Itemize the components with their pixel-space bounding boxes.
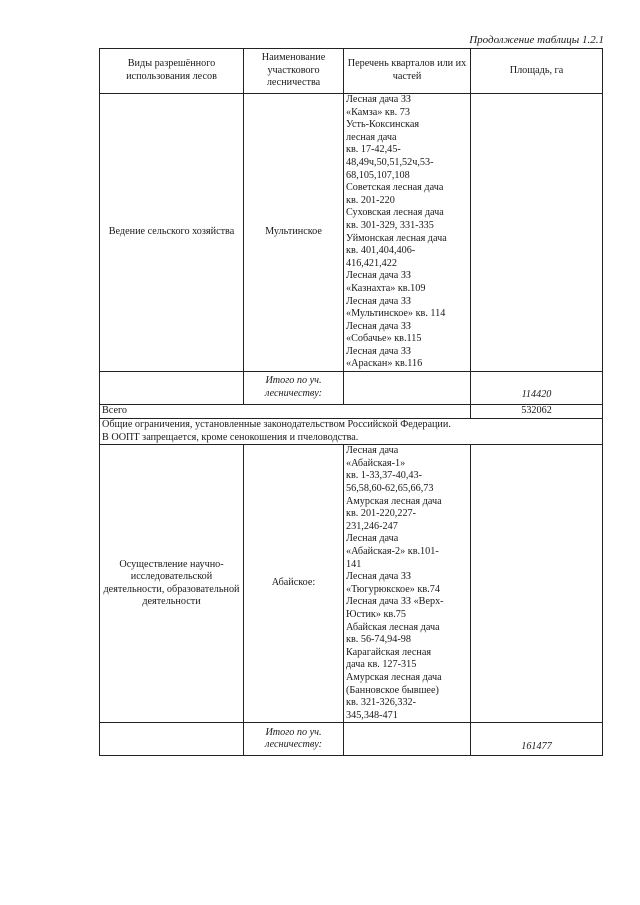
- quarters-cell: Лесная дача «Абайская-1» кв. 1-33,37-40,43- 56,58,60-62,65,66,73 Амурская лесная дача кв. 201-220,227- 231,246-247 Лесная дача «Абайская-2» кв.101- 141 Лесная дача ЗЗ «Тюгурюкское» кв.74 Лесная дача ЗЗ «Верх- Юстик» кв.75 Абайская лесная дача кв. 56-74,94-98 Карагайская лесная дача кв. 127-315 Амурская лесная дача (Банновское бывшее) кв. 321-326,332- 345,348-471: [344, 445, 471, 723]
- header-use-type: Виды разрешённого использования лесов: [100, 49, 244, 94]
- total-value: 532062: [471, 405, 603, 419]
- table-row: [100, 94, 603, 372]
- quarters-cell: Лесная дача ЗЗ «Камза» кв. 73 Усть-Коксинская лесная дача кв. 17-42,45- 48,49ч,50,51,52ч,53- 68,105,107,108 Советская лесная дача кв. 201-220 Суховская лесная дача кв. 301-329, 331-335 Уймонская лесная дача кв. 401,404,406- 416,421,422 Лесная дача ЗЗ «Казнахта» кв.109 Лесная дача ЗЗ «Мультинское» кв. 114 Лесная дача ЗЗ «Собачье» кв.115 Лесная дача ЗЗ «Араскан» кв.116: [344, 94, 471, 372]
- restrictions-cell: [100, 419, 603, 445]
- use-type-cell: Ведение сельского хозяйства: [100, 94, 244, 372]
- header-area: Площадь, га: [471, 49, 603, 94]
- empty-cell: [100, 723, 244, 756]
- forestry-cell: Абайское:: [244, 445, 344, 723]
- use-type-cell: Осуществление научно-исследовательской деятельности, образовательной деятельности: [100, 445, 244, 723]
- total-row: [100, 405, 603, 419]
- restriction-line-2: В ООПТ запрещается, кроме сенокошения и пчеловодства.: [102, 431, 359, 443]
- subtotal-value: 161477: [471, 723, 603, 756]
- subtotal-label: Итого по уч. лесничеству:: [244, 723, 344, 756]
- header-forestry: Наименование участкового лесничества: [244, 49, 344, 94]
- area-cell: [471, 94, 603, 372]
- forest-use-table: [99, 48, 603, 756]
- empty-cell: [344, 723, 471, 756]
- subtotal-row: [100, 723, 603, 756]
- empty-cell: [344, 372, 471, 405]
- area-cell: [471, 445, 603, 723]
- table-continuation-caption: Продолжение таблицы 1.2.1: [469, 34, 604, 46]
- total-label: Всего: [100, 405, 471, 419]
- subtotal-label: Итого по уч. лесничеству:: [244, 372, 344, 405]
- table-row: [100, 445, 603, 723]
- subtotal-row: [100, 372, 603, 405]
- restrictions-row: [100, 419, 603, 445]
- subtotal-value: 114420: [471, 372, 603, 405]
- header-quarters: Перечень кварталов или их частей: [344, 49, 471, 94]
- forestry-cell: Мультинское: [244, 94, 344, 372]
- restriction-line-1: Общие ограничения, установленные законодательством Российской Федерации.: [102, 419, 451, 431]
- empty-cell: [100, 372, 244, 405]
- table-header-row: [100, 49, 603, 94]
